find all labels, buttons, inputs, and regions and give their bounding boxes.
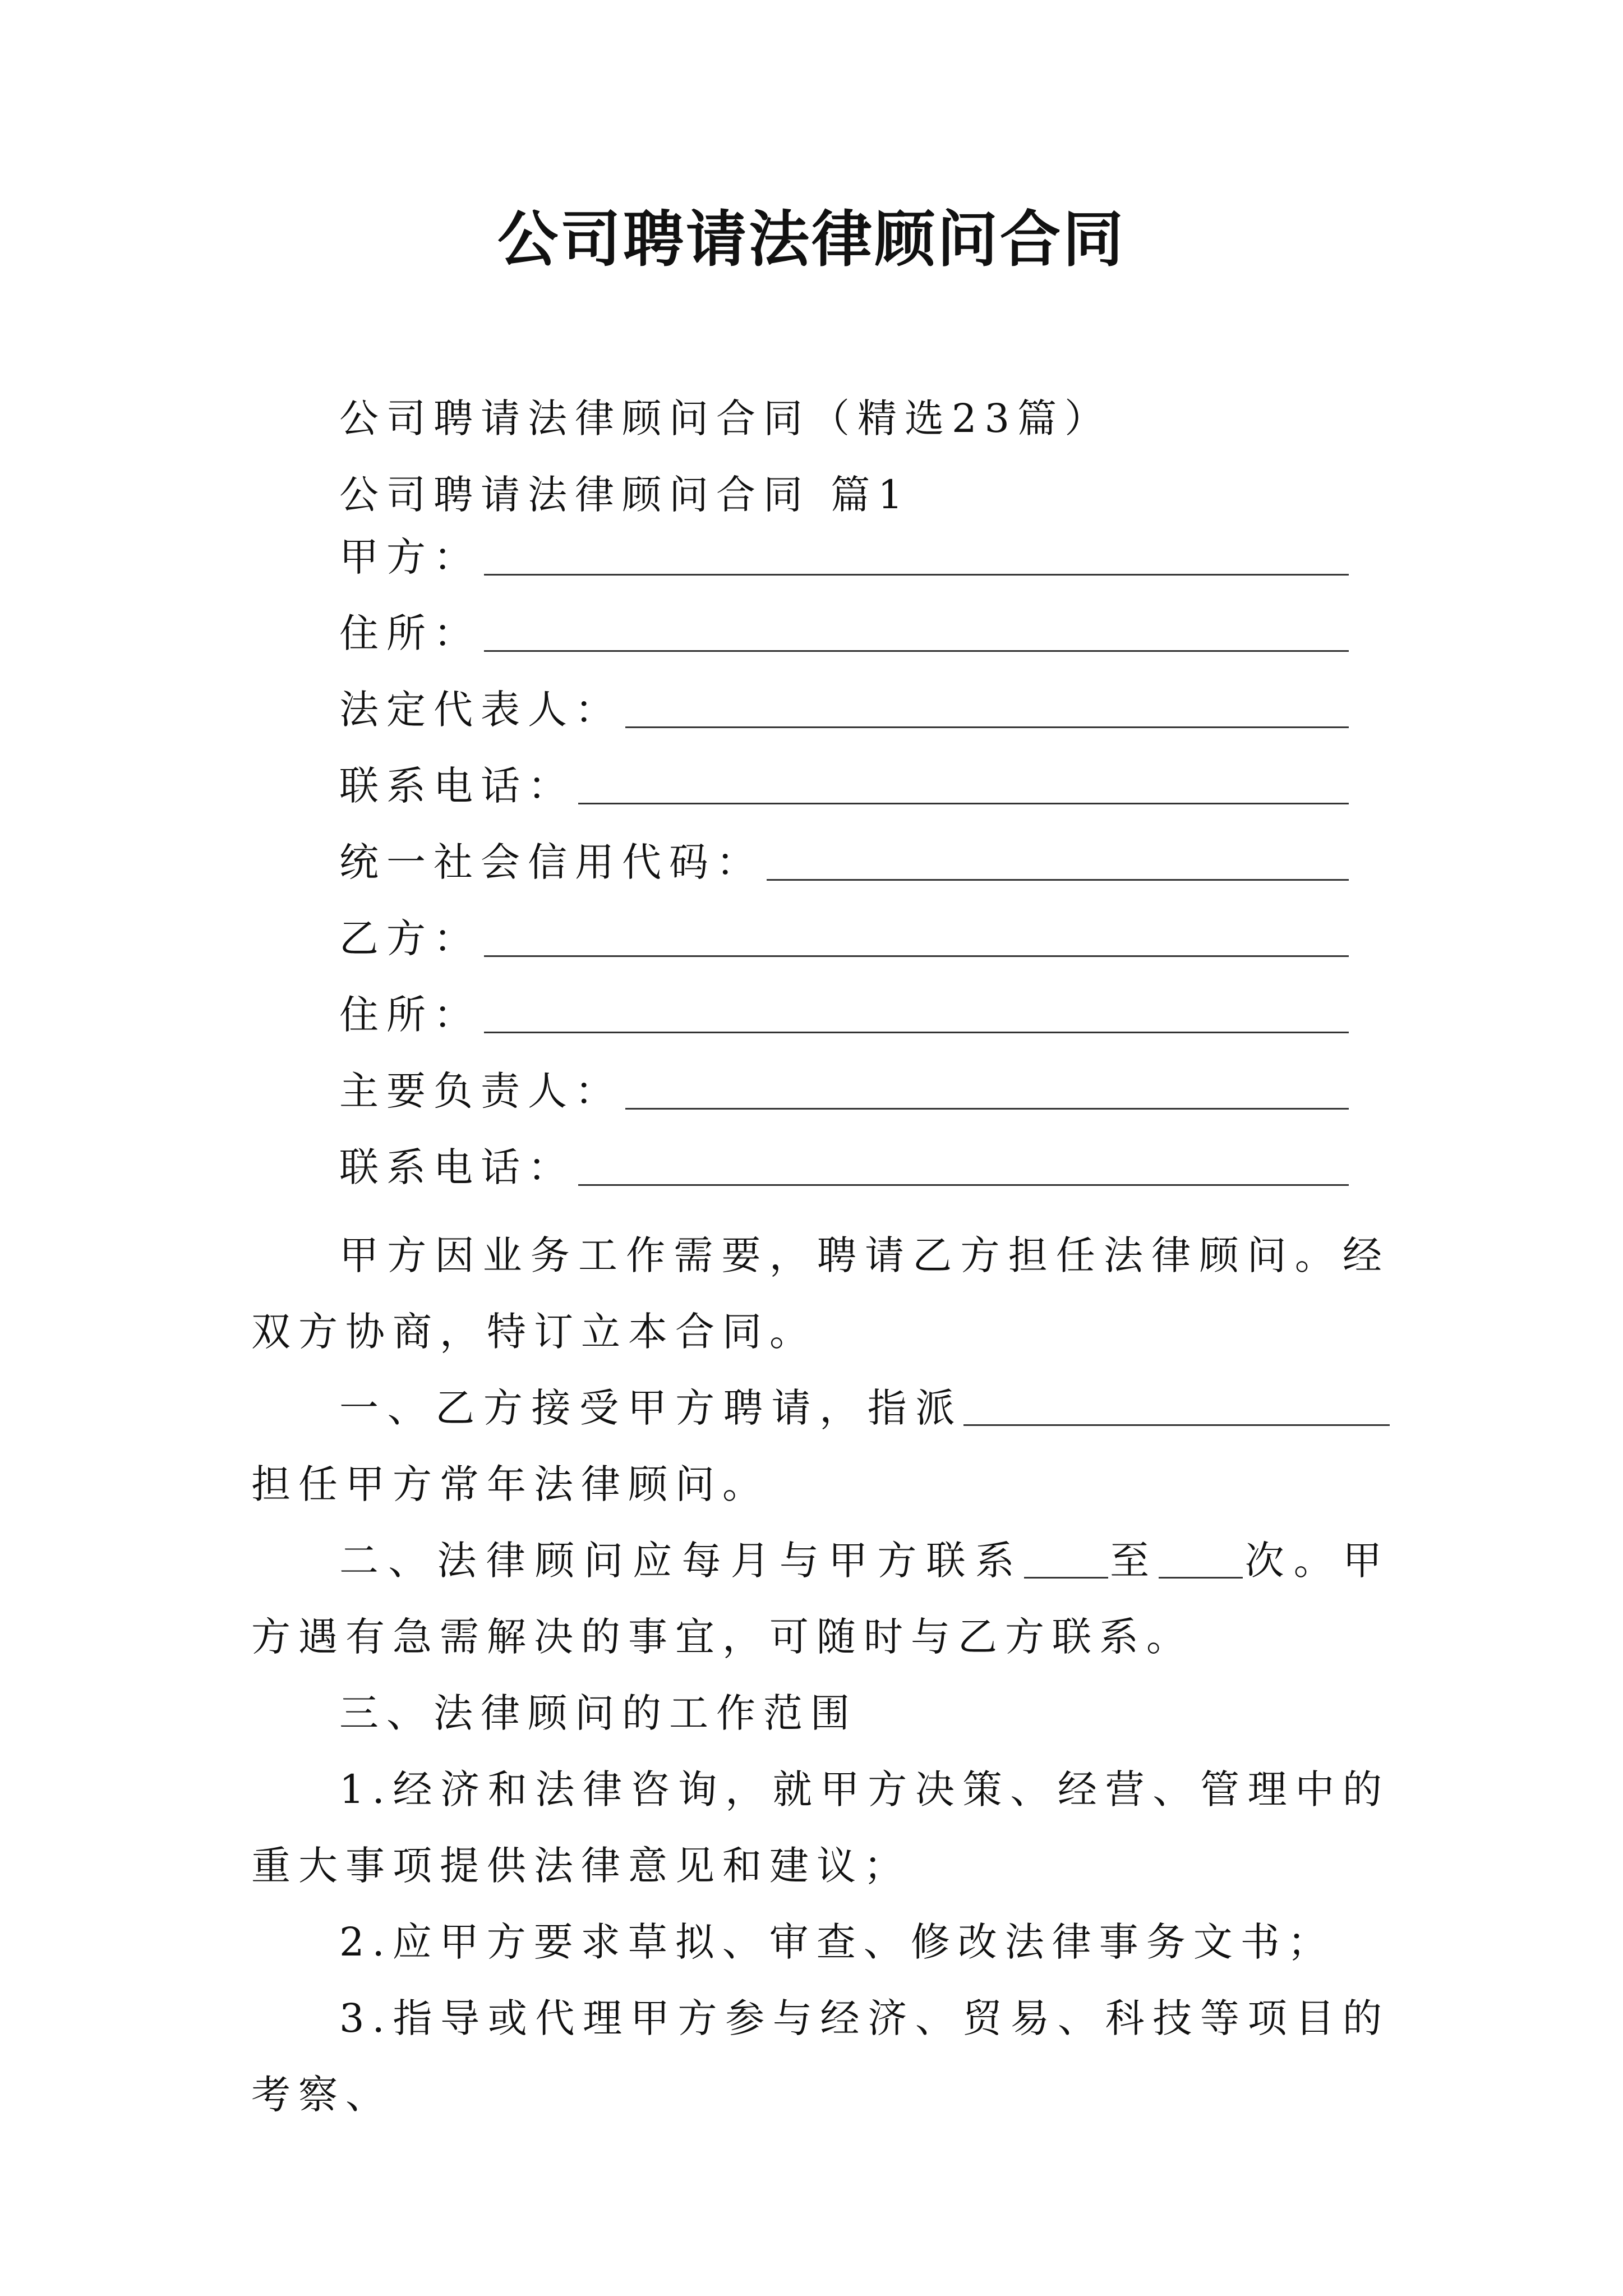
party-b-field [339,913,1349,964]
section-heading: 公司聘请法律顾问合同 篇1 [339,472,911,518]
clause-1 [251,1370,1390,1522]
party-b-address-label: 住所： [339,992,481,1038]
party-b-head-label: 主要负责人： [339,1068,622,1114]
document-title: 公司聘请法律顾问合同 [497,205,1126,275]
party-b-address-blank [484,1032,1349,1033]
party-a-address-blank [484,650,1349,652]
party-b-phone-label: 联系电话： [339,1144,575,1190]
clause-2 [251,1522,1390,1675]
clause-3: 三、法律顾问的工作范围 [339,1690,857,1736]
party-a-field [339,532,1349,582]
item-2: 2.应甲方要求草拟、审查、修改法律事务文书； [339,1919,1335,1965]
intro-paragraph: 甲方因业务工作需要，聘请乙方担任法律顾问。经双方协商，特订立本合同。 [251,1232,1390,1355]
clause-2-mid: 至 [1108,1538,1159,1584]
party-b-head-field [339,1066,1349,1116]
clause-2-pre: 二、法律顾问应每月与甲方联系 [339,1538,1024,1584]
party-b-phone-field [339,1142,1349,1193]
party-a-blank [484,574,1349,576]
party-a-phone-label: 联系电话： [339,763,575,809]
party-b-head-blank [625,1108,1349,1110]
party-a-phone-field [339,761,1349,811]
item-3: 3.指导或代理甲方参与经济、贸易、科技等项目的考察、 [251,1995,1390,2118]
party-a-credit-code-blank [767,879,1349,881]
party-a-rep-label: 法定代表人： [339,687,622,733]
party-a-phone-blank [578,803,1349,804]
clause-1-pre: 一、乙方接受甲方聘请，指派 [339,1385,963,1431]
party-a-credit-code-field [339,837,1349,887]
party-b-label: 乙方： [339,915,481,961]
party-b-address-field [339,990,1349,1040]
clause-2-blank-1 [1024,1543,1108,1579]
party-b-blank [484,955,1349,957]
party-a-rep-blank [625,726,1349,728]
clause-1-blank [963,1391,1390,1426]
party-a-label: 甲方： [339,534,481,580]
item-1: 1.经济和法律咨询，就甲方决策、经营、管理中的重大事项提供法律意见和建议； [251,1766,1390,1889]
document-subtitle: 公司聘请法律顾问合同（精选23篇） [339,395,1112,441]
clause-2-post: 次。甲方遇有急需解决的事宜，可随时与乙方联系。 [251,1538,1390,1660]
party-a-address-label: 住所： [339,610,481,656]
party-a-rep-field [339,684,1349,735]
clause-1-post: 担任甲方常年法律顾问。 [251,1461,769,1507]
clause-2-blank-2 [1159,1543,1243,1579]
party-a-credit-code-label: 统一社会信用代码： [339,839,763,885]
party-a-address-field [339,608,1349,659]
party-b-phone-blank [578,1184,1349,1186]
